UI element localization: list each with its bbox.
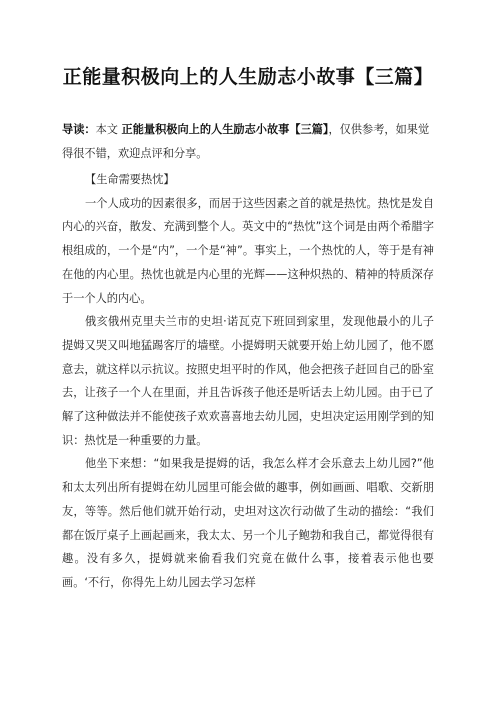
intro-text-before: 本文 — [95, 123, 122, 136]
body-paragraph: 一个人成功的因素很多，而居于这些因素之首的就是热忱。热忱是发自内心的兴奋，散发、充满到整个人。英文中的“热忱”这个词是由两个希腊字根组成的，一个是“内”，一个是“神”。事实上，一个热忱的人，等于是有神在他的内心里。热忱也就是内心里的光辉——这种炽热的、精神的特质深存于一个人的内心。 — [62, 196, 434, 305]
section-heading: 【生命需要热忱】 — [85, 173, 175, 186]
intro-title-reference: 正能量积极向上的人生励志小故事【三篇】 — [121, 123, 329, 136]
article-body — [62, 168, 434, 595]
intro-text-after: ，仅供参考，如果觉得很不错，欢迎点评和分享。 — [62, 123, 430, 160]
body-paragraph: 他坐下来想：“如果我是提姆的话，我怎么样才会乐意去上幼儿园?”他和太太列出所有提姆在幼儿园里可能会做的趣事，例如画画、唱歌、交新朋友，等等。然后他们就开始行动，史坦对这次行动做了生动的描绘：“我们都在饭厅桌子上画起画来，我太太、另一个儿子鲍勃和我自己，都觉得很有趣。没有多久，提姆就来偷看我们究竟在做什么事，接着表示他也要画。‘不行，你得先上幼儿园去学习怎样 — [62, 457, 434, 589]
body-paragraph: 俄亥俄州克里夫兰市的史坦·诺瓦克下班回到家里，发现他最小的儿子提姆又哭又叫地猛踢客厅的墙壁。小提姆明天就要开始上幼儿园了，他不愿意去，就这样以示抗议。按照史坦平时的作风，他会把孩子赶回自己的卧室去，让孩子一个人在里面，并且告诉孩子他还是听话去上幼儿园。由于已了解了这种做法并不能使孩子欢欢喜喜地去幼儿园，史坦决定运用刚学到的知识：热忱是一种重要的力量。 — [62, 315, 434, 447]
document-title: 正能量积极向上的人生励志小故事【三篇】 — [62, 66, 434, 88]
intro-paragraph — [62, 118, 434, 166]
intro-label: 导读： — [62, 123, 96, 136]
